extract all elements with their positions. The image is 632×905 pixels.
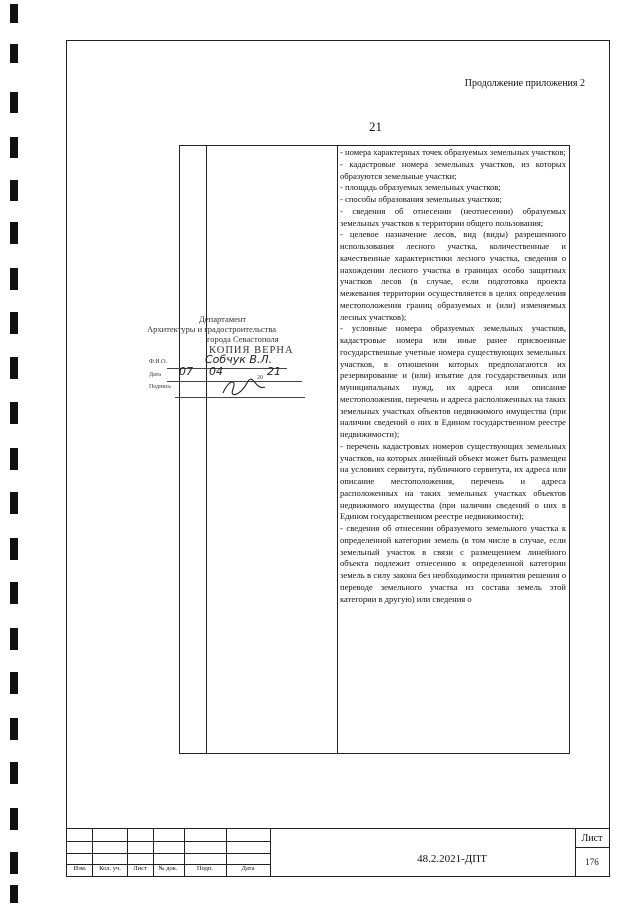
stamp-sign-label: Подпись [149, 384, 172, 390]
list-item: - целевое назначение лесов, вид (виды) разрешенного использования лесного участка, количественные и качественные характеристики лесного участка, сведения о нахождении лесного участка в границах особо защитных участков лесов (в случае, если подготовка проекта межевания территории осуществляется в целях определения местоположения границ образуемых и (или) изменяемых лесных участков); [340, 229, 566, 322]
tb-caption: Кол. уч. [99, 865, 121, 872]
list-item: - перечень кадастровых номеров существующих земельных участков, на которых линейный объект может быть размещен на условиях сервитута, публичного сервитута, их адреса или описание местоположения, перечень и адреса расположенных на таких земельных участках объектов недвижимого имущества (при наличии сведений о них в Едином государственном реестре недвижимости); [340, 440, 566, 522]
stamp-fio-label: Ф.И.О. [149, 359, 167, 365]
tb-col-line [270, 829, 271, 877]
list-item: - способы образования земельных участков; [340, 194, 502, 204]
tb-col-line [226, 829, 227, 877]
list-item: - кадастровые номера земельных участков, из которых образуются земельные участки; [340, 158, 566, 181]
table-column-2 [207, 146, 338, 753]
stamp-date-month: 04 [209, 365, 223, 378]
title-block [67, 828, 609, 877]
appendix-note: Продолжение приложения 2 [464, 78, 585, 89]
tb-caption: Лист [133, 865, 147, 872]
tb-row-line [67, 853, 270, 854]
tb-caption: Дата [241, 865, 255, 872]
list-item: - сведения об отнесении (неотнесении) образуемых земельных участков к территории общего пользования; [340, 205, 566, 228]
stamp-date-label: Дата [149, 372, 161, 378]
tb-caption: Изм. [73, 865, 87, 872]
sheet-label: Лист [581, 833, 603, 844]
tb-row-line [67, 841, 270, 842]
stamp-date-day: 07 [179, 365, 193, 378]
list-item: - условные номера образуемых земельных участков, кадастровые номера или иные ранее присвоенные государственные учетные номера существующих земельных участков, в отношении которых предполагаются их резервирование и (или) изъятие для государственных или муниципальных нужд, их адреса или описание местоположения, перечень и адреса расположенных на таких земельных участках объектов недвижимого имущества (при наличии сведений о них в Едином государственном реестре недвижимости); [340, 323, 566, 439]
stamp-sign-line [175, 397, 305, 398]
page-frame [66, 40, 610, 877]
stamp-line-2: Архитектуры и градостроительства [147, 324, 277, 334]
table-text-column [340, 147, 566, 605]
stamp-date-year-prefix: 20 [257, 375, 263, 381]
sheet-number: 176 [585, 857, 599, 867]
content-table [179, 145, 570, 754]
stamp-fio-value: Собчук В.Л. [205, 353, 273, 366]
page-number: 21 [369, 119, 382, 134]
table-column-1 [180, 146, 207, 753]
tb-caption: № док. [158, 865, 178, 872]
stamp-date-year: 21 [267, 365, 281, 378]
tb-sheet-divider [575, 847, 609, 848]
stamp-line-3: города Севастополя [207, 334, 279, 344]
list-item: - номера характерных точек образуемых земельных участков; [340, 147, 566, 157]
stamp-line-1: Департамент [199, 314, 247, 324]
signature-icon [219, 377, 269, 399]
stamp-title: КОПИЯ ВЕРНА [209, 345, 294, 356]
document-code: 48.2.2021-ДПТ [417, 853, 487, 865]
list-item: - сведения об отнесении образуемого земельного участка к определенной категории земель (в том числе в случае, если земельный участок в связи с размещением линейного объекта подлежит отнесению к определенной категории земель в силу закона без необходимости принятия решения о переводе земельного участка из состава земель этой категории в другую) или сведения о [340, 523, 566, 604]
tb-caption: Подп. [196, 865, 214, 872]
list-item: - площадь образуемых земельных участков; [340, 182, 501, 193]
